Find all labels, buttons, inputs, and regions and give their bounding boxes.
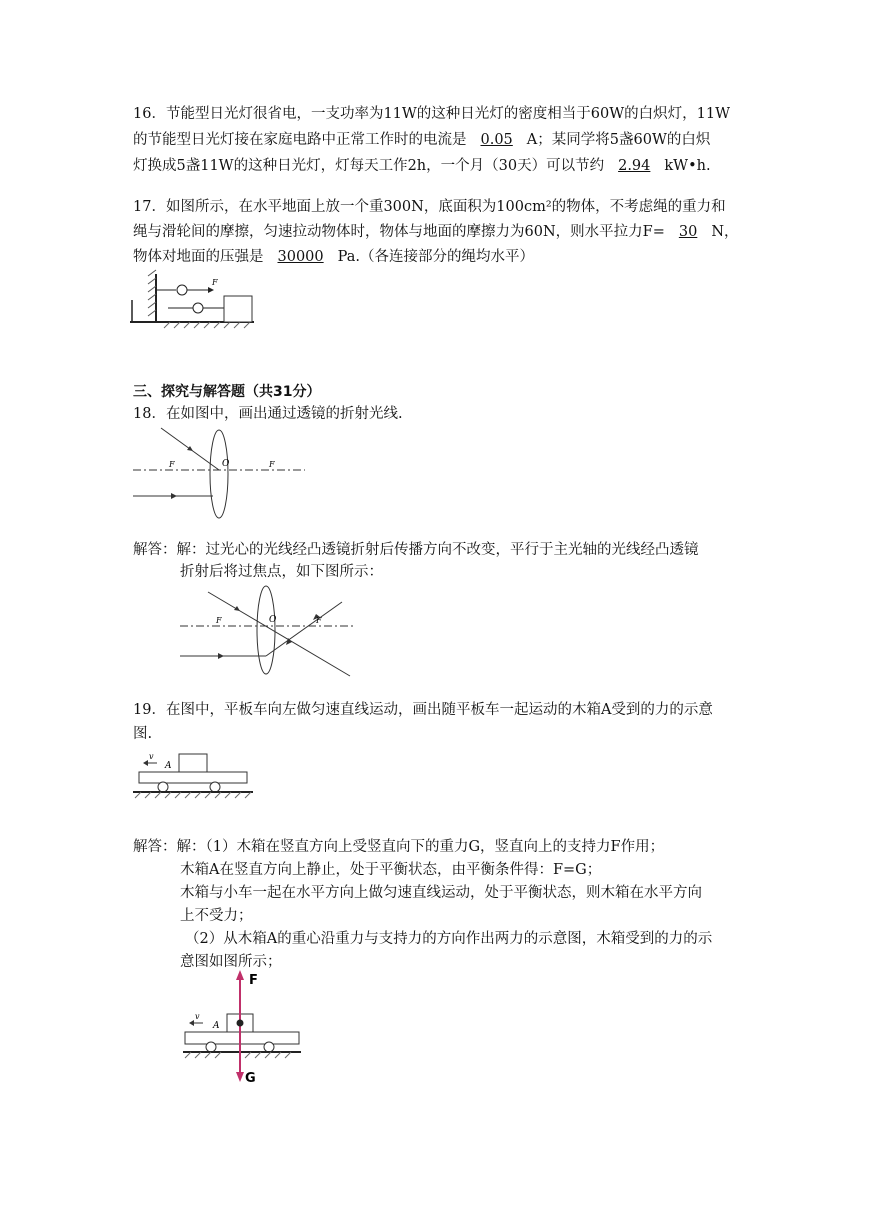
block (224, 296, 252, 322)
q16-text: A；某同学将5盏60W的白炽 (526, 132, 711, 148)
q18-answer-line-1 (133, 540, 699, 560)
q19-answer-line-4: 上不受力； (180, 908, 253, 924)
convex-lens (210, 430, 228, 518)
support-force-label: F (249, 973, 258, 988)
q16-text: 的节能型日光灯接在家庭电路中正常工作时的电流是 (133, 132, 467, 148)
pulley-upper (177, 285, 187, 295)
cart-wheel (158, 782, 168, 792)
q17-answer-pressure: 30000 (277, 249, 324, 265)
q19-question-line-2: 图. (133, 726, 153, 742)
q17-line-3 (133, 247, 534, 267)
cart-body (139, 772, 247, 783)
section-heading: 三、探究与解答题（共31分） (133, 384, 321, 400)
gravity-force-label: G (245, 1071, 256, 1086)
cart-wheel (210, 782, 220, 792)
answer-label: 解答： (133, 542, 177, 558)
q17-text: 物体对地面的压强是 (133, 249, 264, 265)
lens-figure (133, 428, 313, 520)
velocity-label: v (195, 1012, 200, 1021)
velocity-label: v (149, 752, 154, 761)
force-label-f: F (212, 278, 218, 287)
ray-arrowhead (171, 493, 177, 499)
q17-line-2 (133, 222, 739, 242)
ray-arrowhead (234, 606, 240, 611)
lens-answer-figure (180, 584, 360, 680)
refracted-ray (266, 602, 342, 656)
q17-text: N， (711, 224, 739, 240)
focus-label-left: F (169, 460, 175, 469)
q17-text: Pa.（各连接部分的绳均水平） (337, 249, 534, 265)
focus-label-right: F (316, 616, 322, 625)
q19-answer-line-3: 木箱与小车一起在水平方向上做匀速直线运动，处于平衡状态，则木箱在水平方向 (180, 885, 702, 901)
q19-question-line-1: 19．在图中，平板车向左做匀速直线运动，画出随平板车一起运动的木箱A受到的力的示意 (133, 702, 713, 718)
q16-answer-energy: 2.94 (618, 158, 651, 174)
q19-answer-line-5: （2）从木箱A的重心沿重力与支持力的方向作出两力的示意图，木箱受到的力的示 (185, 931, 713, 947)
q16-text: kW•h. (664, 158, 711, 174)
q18-question: 18．在如图中，画出通过透镜的折射光线. (133, 406, 403, 422)
gravity-arrowhead (236, 1072, 244, 1082)
ray-arrowhead (187, 446, 193, 451)
velocity-arrowhead (143, 760, 148, 766)
q17-text: 绳与滑轮间的摩擦，匀速拉动物体时，物体与地面的摩擦力为60N，则水平拉力F= (133, 224, 665, 240)
answer-text: 解：（1）木箱在竖直方向上受竖直向下的重力G，竖直向上的支持力F作用； (176, 839, 665, 855)
optical-center-label: O (222, 459, 230, 469)
box-label: A (213, 1021, 220, 1031)
q18-answer-line-2: 折射后将过焦点，如下图所示： (180, 564, 383, 580)
cart-wheel (206, 1042, 216, 1052)
box-label: A (165, 761, 172, 771)
q16-line-3 (133, 156, 711, 176)
ray-through-center (208, 592, 350, 676)
q19-answer-line-6: 意图如图所示； (180, 954, 282, 970)
cart-figure (133, 752, 255, 800)
q16-line-2 (133, 130, 710, 150)
force-figure (183, 968, 313, 1088)
box-a (179, 754, 207, 772)
q16-line-1: 16．节能型日光灯很省电，一支功率为11W的这种日光灯的密度相当于60W的白炽灯，11W (133, 106, 731, 122)
velocity-arrowhead (189, 1020, 194, 1026)
q17-answer-force: 30 (678, 224, 698, 240)
ray-arrowhead (218, 653, 224, 659)
cart-wheel (264, 1042, 274, 1052)
q17-line-1: 17．如图所示，在水平地面上放一个重300N，底面积为100cm²的物体，不考虑绳的重力和 (133, 199, 726, 215)
q16-answer-current: 0.05 (480, 132, 513, 148)
support-force-arrowhead (236, 970, 244, 980)
pull-arrowhead (208, 287, 214, 293)
pulley-figure (128, 270, 260, 330)
answer-label: 解答： (133, 839, 177, 855)
answer-text: 解：过光心的光线经凸透镜折射后传播方向不改变，平行于主光轴的光线经凸透镜 (176, 542, 699, 558)
center-of-gravity (237, 1020, 244, 1027)
focus-label-right: F (269, 460, 275, 469)
q19-answer-line-2: 木箱A在竖直方向上静止，处于平衡状态，由平衡条件得：F=G； (180, 862, 602, 878)
cart-body (185, 1032, 299, 1044)
q16-text: 灯换成5盏11W的这种日光灯，灯每天工作2h，一个月（30天）可以节约 (133, 158, 605, 174)
focus-label-left: F (216, 616, 222, 625)
pulley-lower (193, 303, 203, 313)
wall-hatching (148, 270, 156, 316)
optical-center-label: O (269, 615, 277, 625)
q19-answer-line-1 (133, 837, 664, 857)
